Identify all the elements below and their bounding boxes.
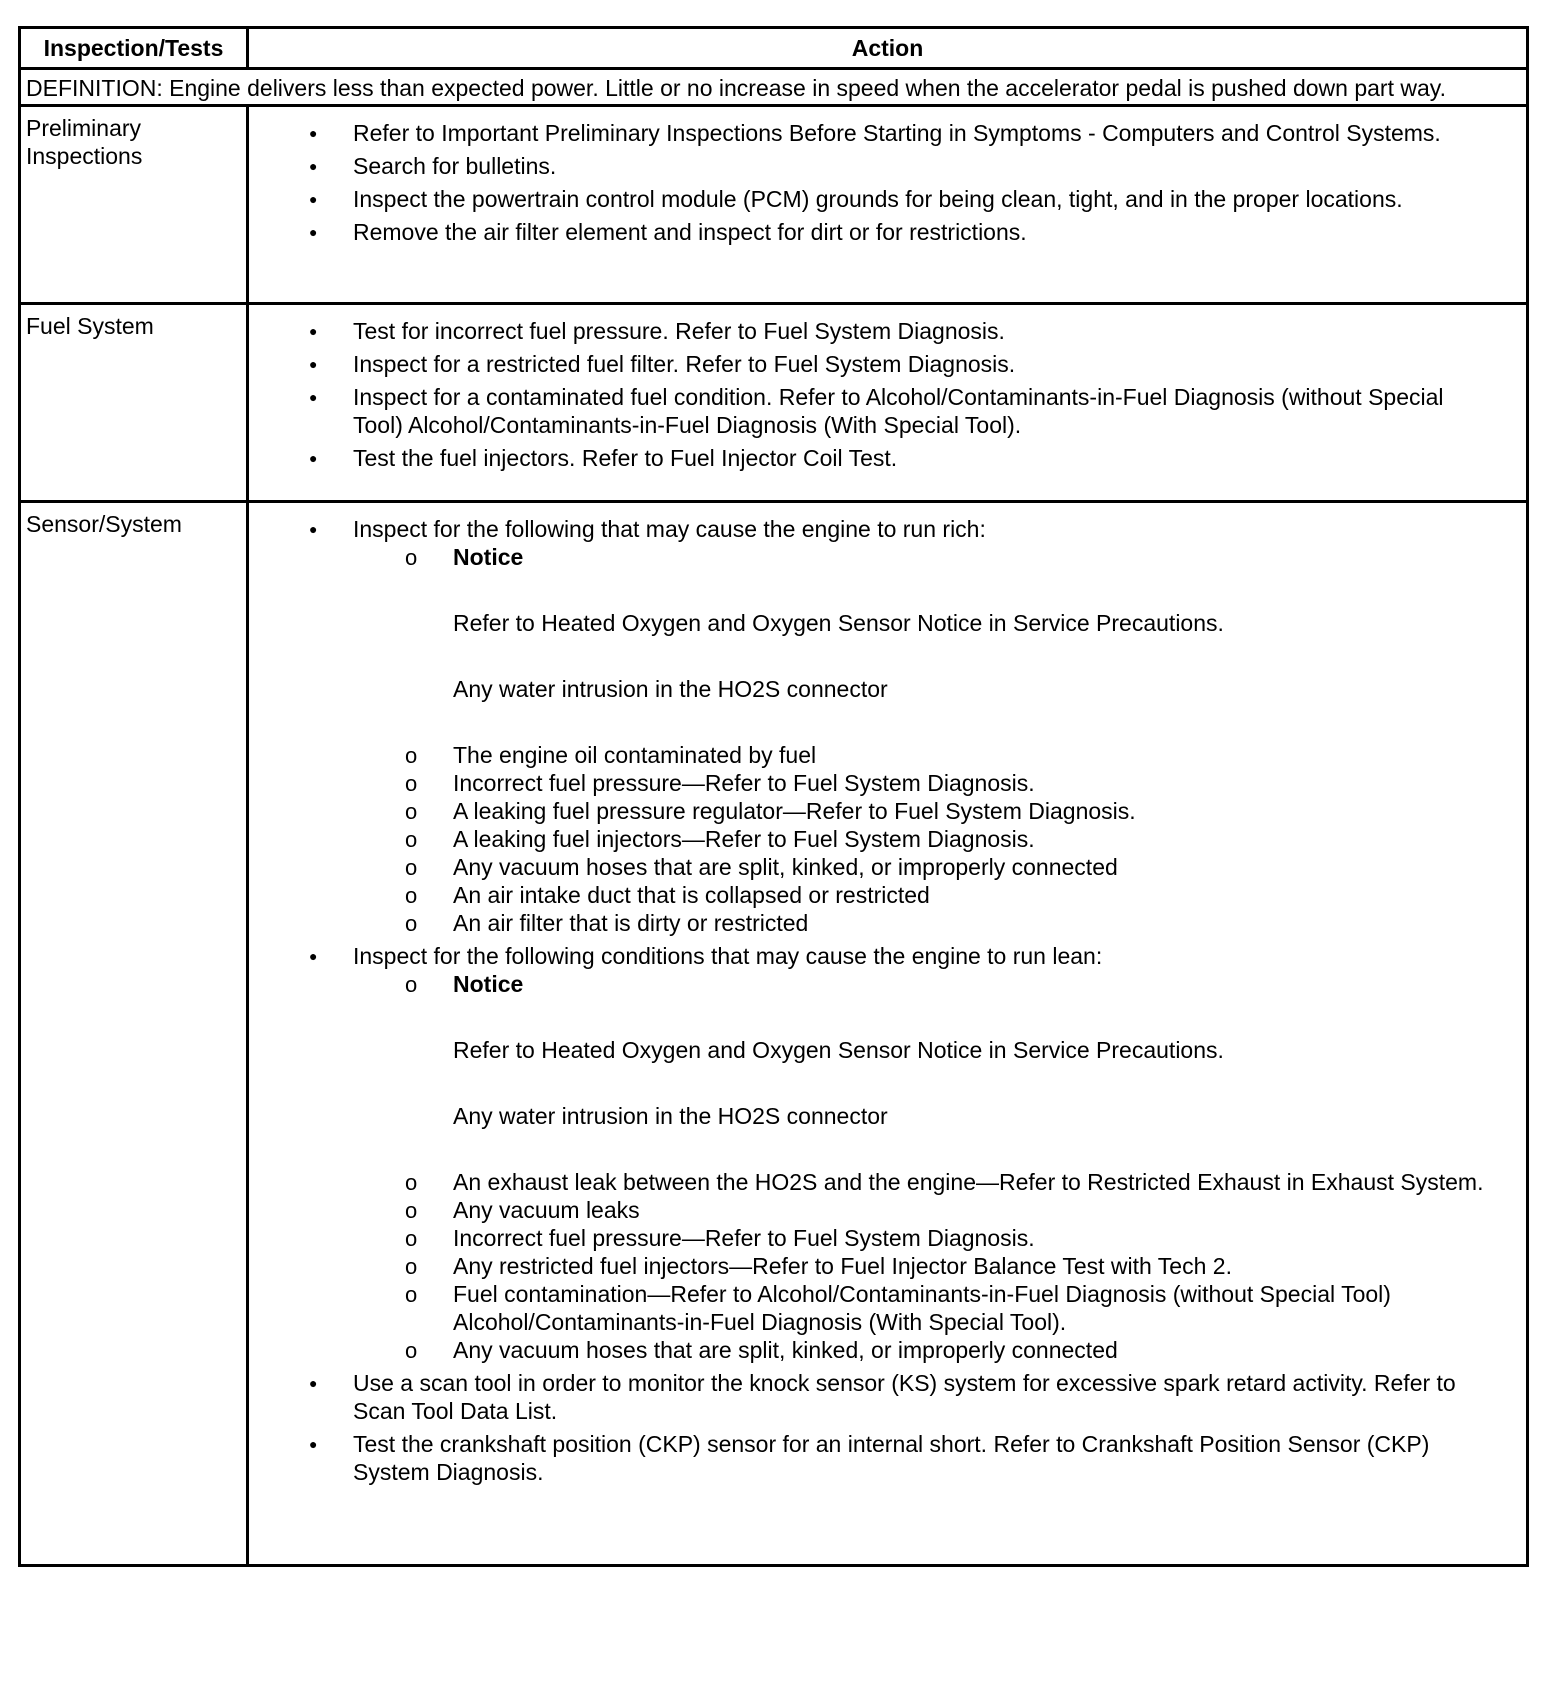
preliminary-row: [20, 106, 1528, 304]
fuel-system-row: [20, 304, 1528, 502]
header-action: Action: [248, 28, 1528, 69]
action-cell-preliminary: [248, 106, 1528, 304]
list-item: ● Test the crankshaft position (CKP) sensor for an internal short. Refer to Crankshaft Position Sensor (CKP) System Diagnosis.: [249, 1430, 1496, 1486]
run-rich-intro: ● Inspect for the following that may cause the engine to run rich:: [353, 516, 986, 542]
definition-text: DEFINITION: Engine delivers less than expected power. Little or no increase in speed when the accelerator pedal is pushed down part way.: [20, 69, 1528, 106]
sub-list-item: o Fuel contamination—Refer to Alcohol/Contaminants-in-Fuel Diagnosis (without Special Tool) Alcohol/Contaminants-in-Fuel Diagnosis (With Special Tool).: [353, 1280, 1496, 1336]
notice-extra: Any water intrusion in the HO2S connector: [453, 1103, 888, 1129]
sub-list-item: o Incorrect fuel pressure—Refer to Fuel System Diagnosis.: [353, 769, 1496, 797]
sensor-system-row: [20, 502, 1528, 1566]
list-item: ● Inspect for a restricted fuel filter. Refer to Fuel System Diagnosis.: [249, 350, 1496, 378]
sub-list-item: o Incorrect fuel pressure—Refer to Fuel System Diagnosis.: [353, 1224, 1496, 1252]
sub-list-item: o Any vacuum hoses that are split, kinked, or improperly connected: [353, 1336, 1496, 1364]
run-rich-subitems: [353, 543, 1496, 937]
sub-list-item: o Any vacuum leaks: [353, 1196, 1496, 1224]
preliminary-bullets: [249, 119, 1496, 246]
list-item: ● Remove the air filter element and inspect for dirt or for restrictions.: [249, 218, 1496, 246]
sub-list-item: o An air filter that is dirty or restricted: [353, 909, 1496, 937]
sub-list-item: o Any vacuum hoses that are split, kinked, or improperly connected: [353, 853, 1496, 881]
run-lean-subitems: [353, 970, 1496, 1364]
notice-item: [353, 970, 1496, 1168]
sub-list-item: o The engine oil contaminated by fuel: [353, 741, 1496, 769]
definition-row: [20, 69, 1528, 106]
row-label-fuel-system: Fuel System: [20, 304, 248, 502]
list-item: ● Search for bulletins.: [249, 152, 1496, 180]
list-item: ● Inspect the powertrain control module (PCM) grounds for being clean, tight, and in the proper locations.: [249, 185, 1496, 213]
sub-list-item: o Any restricted fuel injectors—Refer to Fuel Injector Balance Test with Tech 2.: [353, 1252, 1496, 1280]
run-lean-intro: ● Inspect for the following conditions that may cause the engine to run lean:: [353, 943, 1103, 969]
sub-list-item: o An air intake duct that is collapsed or restricted: [353, 881, 1496, 909]
row-label-sensor-system: Sensor/System: [20, 502, 248, 1566]
list-item: ● Test the fuel injectors. Refer to Fuel Injector Coil Test.: [249, 444, 1496, 472]
sub-list-item: o An exhaust leak between the HO2S and the engine—Refer to Restricted Exhaust in Exhaust System.: [353, 1168, 1496, 1196]
sub-list-item: o A leaking fuel injectors—Refer to Fuel System Diagnosis.: [353, 825, 1496, 853]
notice-text: Refer to Heated Oxygen and Oxygen Sensor Notice in Service Precautions.: [453, 1037, 1224, 1063]
sensor-bullets: [249, 515, 1496, 1486]
inspection-table: [18, 26, 1529, 1567]
list-item-run-rich: [249, 515, 1496, 937]
list-item: ● Refer to Important Preliminary Inspections Before Starting in Symptoms - Computers and Control Systems.: [249, 119, 1496, 147]
list-item: ● Use a scan tool in order to monitor the knock sensor (KS) system for excessive spark retard activity. Refer to Scan Tool Data List.: [249, 1369, 1496, 1425]
notice-item: [353, 543, 1496, 741]
action-cell-fuel-system: [248, 304, 1528, 502]
sub-list-item: o A leaking fuel pressure regulator—Refer to Fuel System Diagnosis.: [353, 797, 1496, 825]
row-label-preliminary: Preliminary Inspections: [20, 106, 248, 304]
header-inspection-tests: Inspection/Tests: [20, 28, 248, 69]
list-item-run-lean: [249, 942, 1496, 1364]
header-row: [20, 28, 1528, 69]
list-item: ● Test for incorrect fuel pressure. Refer to Fuel System Diagnosis.: [249, 317, 1496, 345]
notice-title: o Notice: [453, 544, 524, 570]
notice-extra: Any water intrusion in the HO2S connector: [453, 676, 888, 702]
notice-text: Refer to Heated Oxygen and Oxygen Sensor Notice in Service Precautions.: [453, 610, 1224, 636]
list-item: ● Inspect for a contaminated fuel condition. Refer to Alcohol/Contaminants-in-Fuel Diagnosis (without Special Tool) Alcohol/Contaminants-in-Fuel Diagnosis (With Special Tool).: [249, 383, 1496, 439]
fuel-bullets: [249, 317, 1496, 472]
action-cell-sensor-system: [248, 502, 1528, 1566]
notice-title: o Notice: [453, 971, 524, 997]
